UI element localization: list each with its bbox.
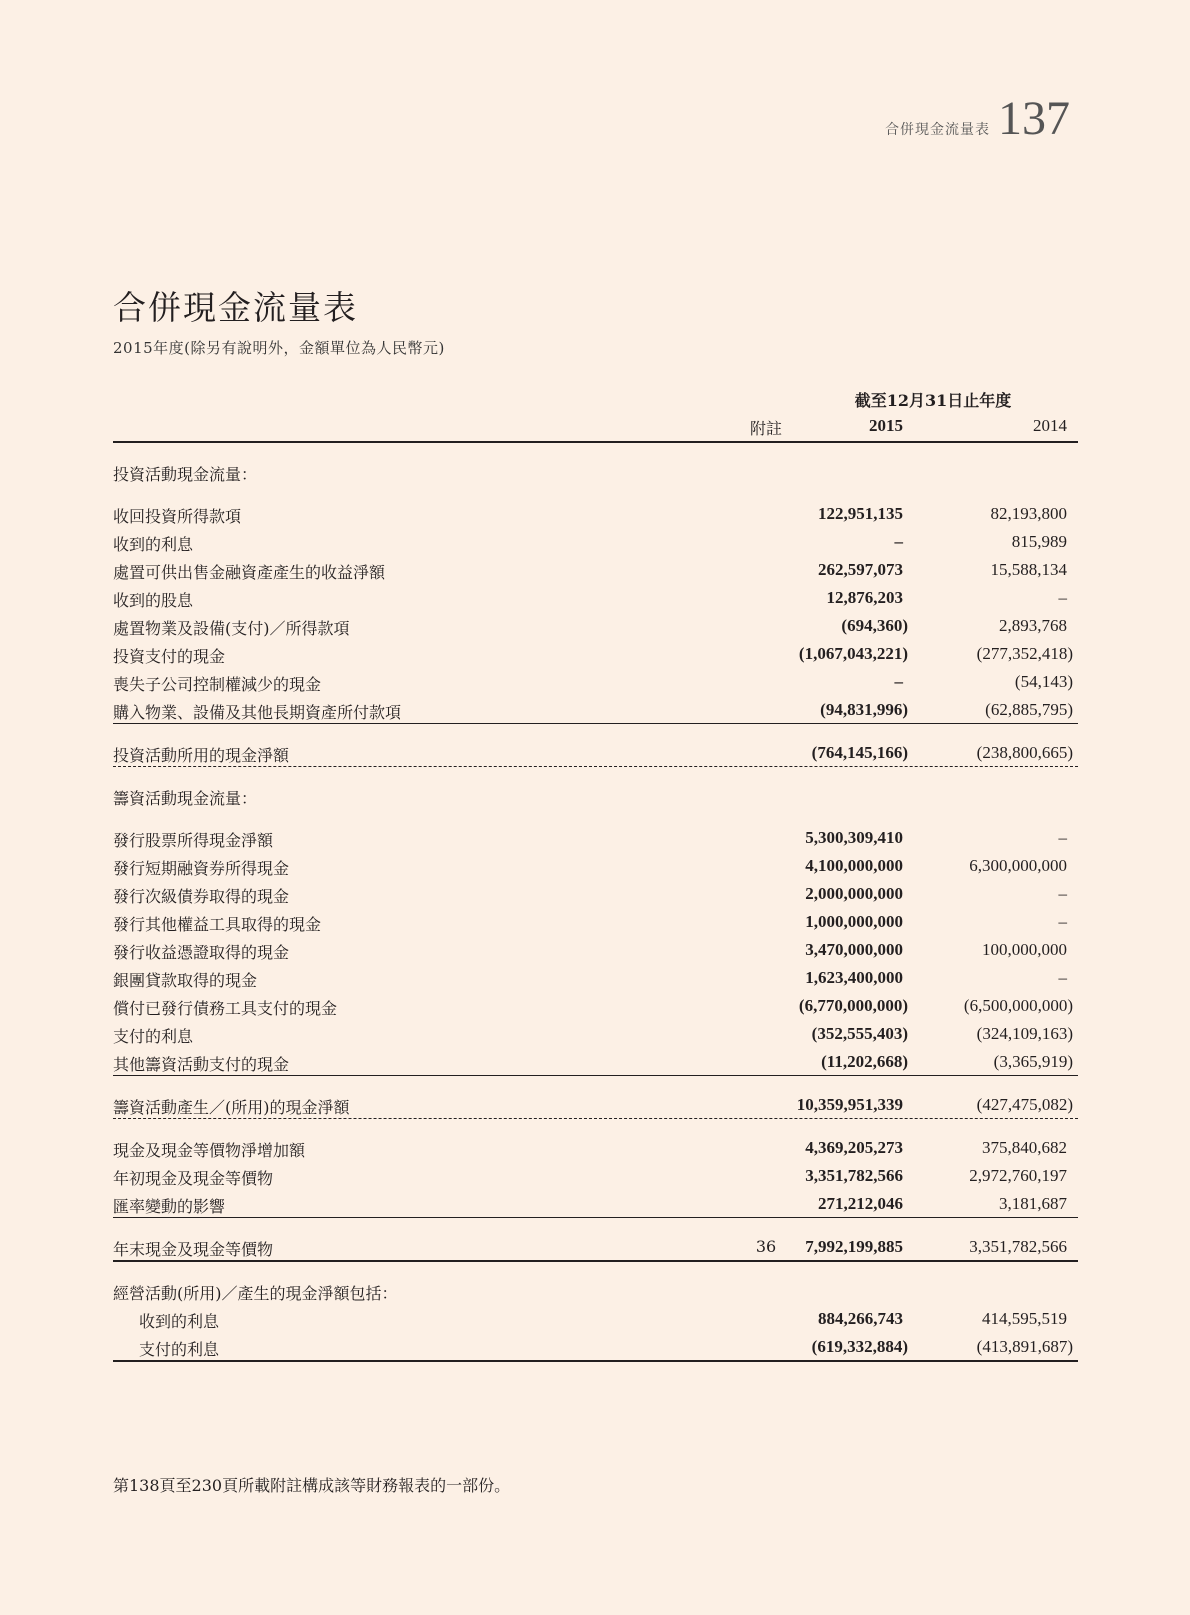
row-label: 喪失子公司控制權減少的現金	[113, 675, 322, 694]
page-title: 合併現金流量表	[113, 288, 358, 327]
row-label: 投資活動所用的現金淨額	[113, 746, 290, 765]
value-2015: –	[894, 532, 903, 551]
value-2015: 1,000,000,000	[805, 912, 903, 931]
row-label: 處置可供出售金融資產產生的收益淨額	[113, 563, 386, 582]
value-2014: –	[1058, 828, 1067, 847]
row-label: 支付的利息	[113, 1027, 194, 1046]
table-row	[113, 963, 1078, 991]
table-row	[113, 1332, 1078, 1360]
year-2014-header: 2014	[1033, 416, 1067, 435]
value-2015: 10,359,951,339	[796, 1095, 903, 1114]
spacer	[113, 1119, 1078, 1133]
row-label: 收回投資所得款項	[113, 507, 242, 526]
row-label: 年末現金及現金等價物	[113, 1240, 274, 1259]
row-label: 收到的利息	[113, 535, 194, 554]
table-row	[113, 499, 1078, 527]
value-2015: 7,992,199,885	[805, 1237, 903, 1256]
value-2015: 5,300,309,410	[805, 828, 903, 847]
value-2015: (694,360)	[841, 616, 908, 635]
value-2014: (54,143)	[1014, 672, 1073, 691]
header-section-title: 合併現金流量表	[885, 122, 990, 138]
table-row	[113, 1161, 1078, 1189]
cash-flow-table	[113, 385, 1078, 1362]
table-row	[113, 1047, 1078, 1075]
value-2014: (238,800,665)	[976, 743, 1073, 762]
value-2014: (277,352,418)	[976, 644, 1073, 663]
page-subtitle: 2015年度(除另有說明外，金額單位為人民幣元)	[113, 339, 445, 357]
section-heading	[113, 781, 1078, 809]
value-2014: 2,972,760,197	[969, 1166, 1067, 1185]
table-row	[113, 1189, 1078, 1217]
row-label: 現金及現金等價物淨增加額	[113, 1141, 306, 1160]
table-rule	[113, 1360, 1078, 1362]
table-row	[113, 991, 1078, 1019]
value-2014: (324,109,163)	[976, 1024, 1073, 1043]
row-label: 收到的利息	[139, 1312, 220, 1331]
row-label: 匯率變動的影響	[113, 1197, 226, 1216]
value-2014: 3,181,687	[999, 1194, 1067, 1213]
value-2014: 100,000,000	[982, 940, 1067, 959]
note-column-header: 附註	[749, 419, 782, 438]
table-row	[113, 1304, 1078, 1332]
value-2014: 6,300,000,000	[969, 856, 1067, 875]
value-2015: 12,876,203	[826, 588, 903, 607]
value-2015: (764,145,166)	[811, 743, 908, 762]
table-row	[113, 851, 1078, 879]
row-label: 處置物業及設備(支付)／所得款項	[113, 619, 350, 638]
footnote: 第138頁至230頁所載附註構成該等財務報表的一部份。	[113, 1476, 511, 1495]
table-row	[113, 695, 1078, 723]
table-row	[113, 583, 1078, 611]
subtotal-row	[113, 738, 1078, 766]
spacer	[113, 1076, 1078, 1090]
value-2014: (427,475,082)	[976, 1095, 1073, 1114]
value-2015: (6,770,000,000)	[798, 996, 908, 1015]
row-label: 投資活動現金流量：	[113, 465, 258, 484]
spacer	[113, 724, 1078, 738]
row-label: 籌資活動產生／(所用)的現金淨額	[113, 1098, 350, 1117]
row-label: 投資支付的現金	[113, 647, 226, 666]
table-row	[113, 555, 1078, 583]
period-header-row	[113, 385, 1078, 413]
table-row	[113, 879, 1078, 907]
value-2015: 1,623,400,000	[805, 968, 903, 987]
value-2014: (3,365,919)	[993, 1052, 1073, 1071]
section-heading	[113, 457, 1078, 485]
spacer	[113, 767, 1078, 781]
value-2014: –	[1058, 912, 1067, 931]
table-row	[113, 823, 1078, 851]
row-label: 年初現金及現金等價物	[113, 1169, 274, 1188]
table-row	[113, 667, 1078, 695]
row-label: 發行收益憑證取得的現金	[113, 943, 290, 962]
value-2014: (62,885,795)	[985, 700, 1073, 719]
value-2014: 375,840,682	[982, 1138, 1067, 1157]
value-2015: 884,266,743	[818, 1309, 903, 1328]
value-2015: (352,555,403)	[811, 1024, 908, 1043]
table-row	[113, 1133, 1078, 1161]
row-label: 其他籌資活動支付的現金	[113, 1055, 290, 1074]
value-2014: –	[1058, 884, 1067, 903]
row-label: 發行次級債券取得的現金	[113, 887, 290, 906]
row-label: 購入物業、設備及其他長期資產所付款項	[113, 703, 402, 722]
value-2014: 2,893,768	[999, 616, 1067, 635]
value-2015: (94,831,996)	[820, 700, 908, 719]
value-2015: 3,470,000,000	[805, 940, 903, 959]
value-2014: 15,588,134	[990, 560, 1067, 579]
title-block	[113, 282, 445, 358]
row-label: 經營活動(所用)／產生的現金淨額包括：	[113, 1284, 398, 1303]
value-2015: 271,212,046	[818, 1194, 903, 1213]
column-header-row	[113, 413, 1078, 441]
table-row	[113, 1019, 1078, 1047]
value-2015: 122,951,135	[818, 504, 903, 523]
page-header	[885, 92, 1070, 145]
value-2015: 2,000,000,000	[805, 884, 903, 903]
value-2015: 3,351,782,566	[805, 1166, 903, 1185]
page-number: 137	[998, 92, 1070, 145]
value-2014: (6,500,000,000)	[963, 996, 1073, 1015]
spacer	[113, 1218, 1078, 1232]
value-2015: (11,202,668)	[821, 1052, 908, 1071]
table-row	[113, 907, 1078, 935]
subtotal-row	[113, 1090, 1078, 1118]
table-row	[113, 935, 1078, 963]
value-2014: 414,595,519	[982, 1309, 1067, 1328]
value-2014: –	[1058, 588, 1067, 607]
row-label: 銀團貸款取得的現金	[113, 971, 258, 990]
value-2015: 4,100,000,000	[805, 856, 903, 875]
section-heading	[113, 1276, 1078, 1304]
row-label: 發行股票所得現金淨額	[113, 831, 274, 850]
value-2015: 262,597,073	[818, 560, 903, 579]
row-note: 36	[755, 1237, 777, 1256]
row-label: 籌資活動現金流量：	[113, 789, 258, 808]
value-2014: 3,351,782,566	[969, 1237, 1067, 1256]
value-2015: (619,332,884)	[811, 1337, 908, 1356]
period-label: 截至12月31日止年度	[854, 391, 1012, 410]
value-2014: –	[1058, 968, 1067, 987]
spacer	[113, 809, 1078, 823]
table-row	[113, 639, 1078, 667]
spacer	[113, 1262, 1078, 1276]
value-2014: (413,891,687)	[976, 1337, 1073, 1356]
year-2015-header: 2015	[869, 416, 903, 435]
value-2015: 4,369,205,273	[805, 1138, 903, 1157]
row-label: 支付的利息	[139, 1340, 220, 1359]
value-2015: (1,067,043,221)	[798, 644, 908, 663]
row-label: 收到的股息	[113, 591, 194, 610]
table-row	[113, 527, 1078, 555]
total-row	[113, 1232, 1078, 1260]
row-label: 償付已發行債務工具支付的現金	[113, 999, 338, 1018]
row-label: 發行短期融資券所得現金	[113, 859, 290, 878]
spacer	[113, 443, 1078, 457]
value-2014: 82,193,800	[990, 504, 1067, 523]
spacer	[113, 485, 1078, 499]
row-label: 發行其他權益工具取得的現金	[113, 915, 322, 934]
value-2014: 815,989	[1011, 532, 1067, 551]
value-2015: –	[894, 672, 903, 691]
table-row	[113, 611, 1078, 639]
